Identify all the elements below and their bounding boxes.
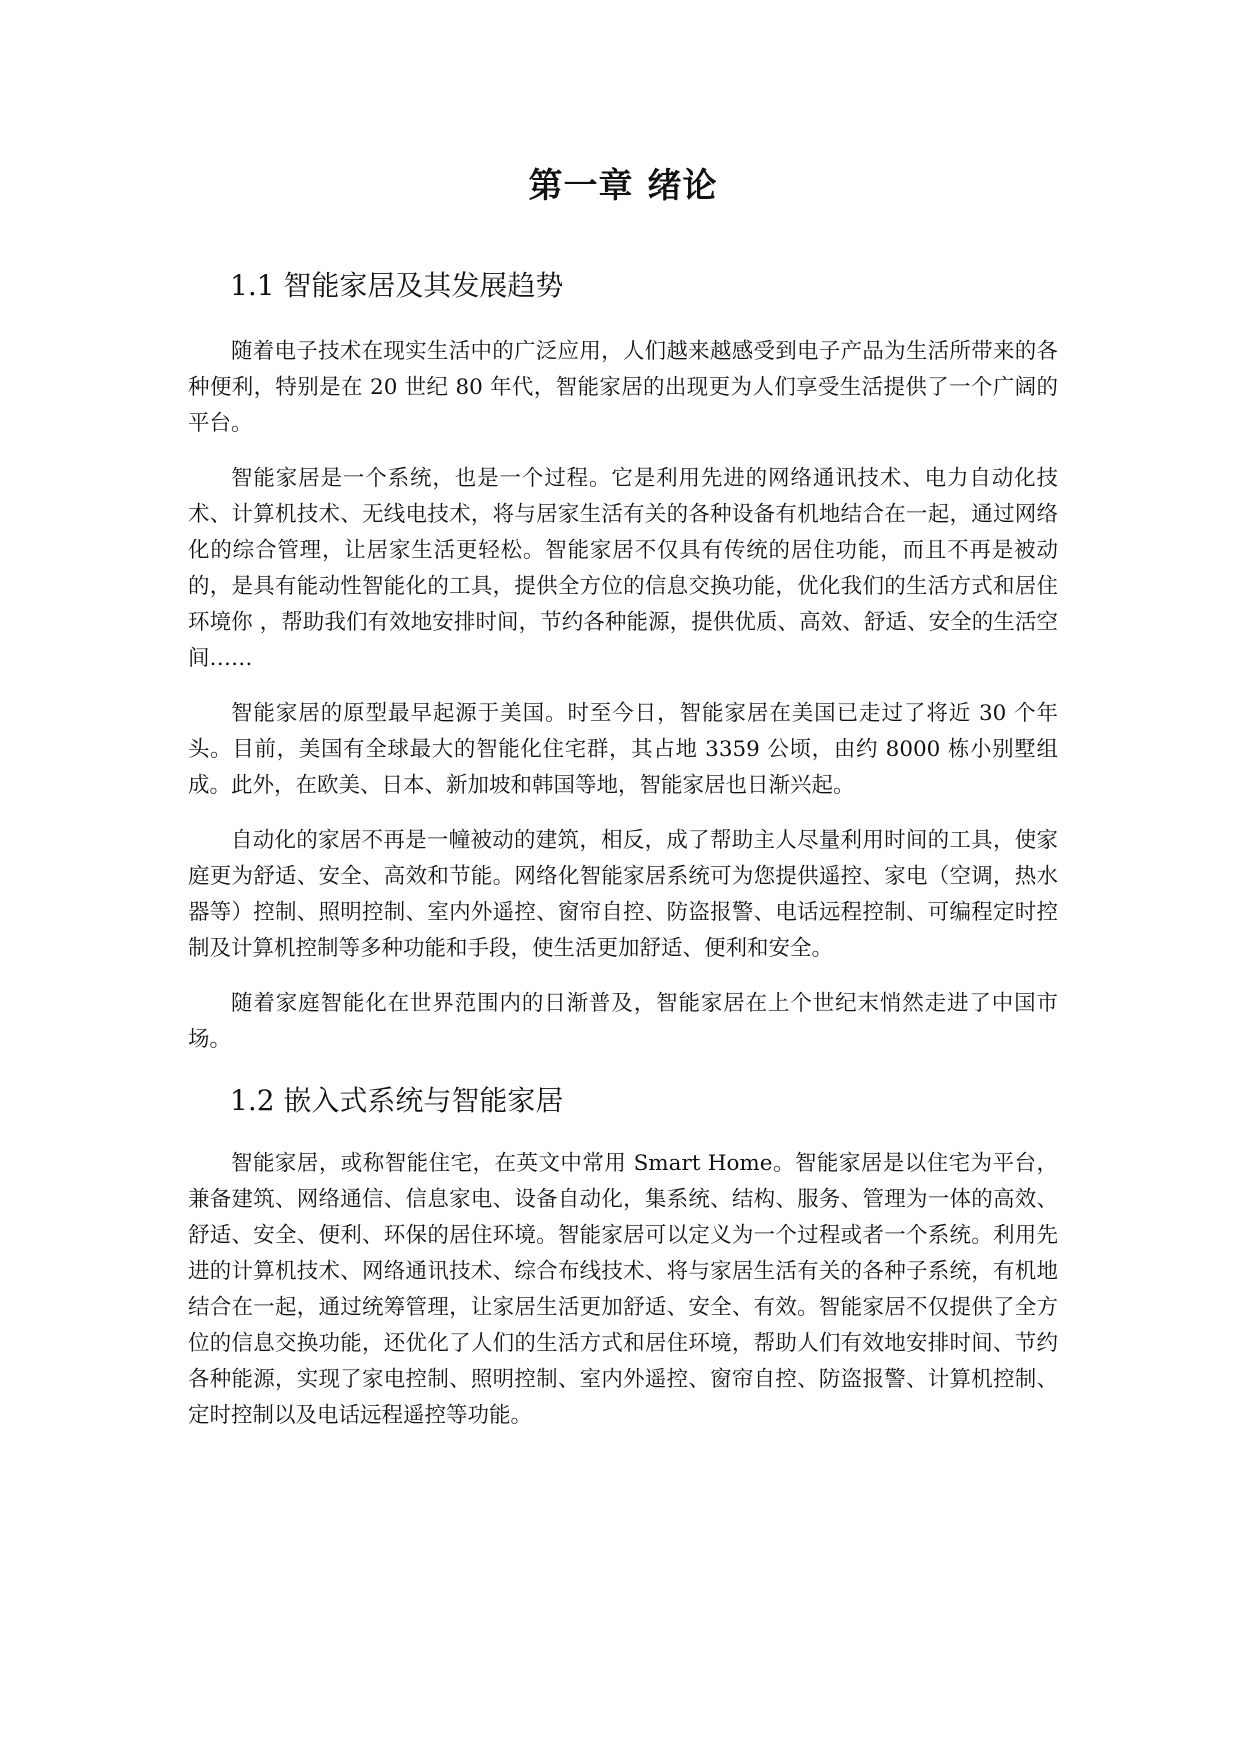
section-heading-1-1: 1.1 智能家居及其发展趋势 [230, 269, 564, 302]
page-content [188, 160, 1058, 1434]
paragraph-1-1-3: 智能家居的原型最早起源于美国。时至今日，智能家居在美国已走过了将近 30 个年头。目前，美国有全球最大的智能化住宅群，其占地 3359 公顷，由约 8000 栋小别墅组成。此外，在欧美、日本、新加坡和韩国等地，智能家居也日渐兴起。 [188, 701, 1058, 798]
chapter-title [188, 160, 1058, 212]
paragraph-1-1-1: 随着电子技术在现实生活中的广泛应用，人们越来越感受到电子产品为生活所带来的各种便利，特别是在 20 世纪 80 年代，智能家居的出现更为人们享受生活提供了一个广阔的平台。 [188, 339, 1058, 436]
section-heading-1-2: 1.2 嵌入式系统与智能家居 [230, 1084, 564, 1117]
chapter-name: 绪论 [647, 166, 718, 206]
paragraph-1-1-5: 随着家庭智能化在世界范围内的日渐普及，智能家居在上个世纪末悄然走进了中国市场。 [188, 991, 1058, 1052]
paragraph-1-1-4: 自动化的家居不再是一幢被动的建筑，相反，成了帮助主人尽量利用时间的工具，使家庭更为舒适、安全、高效和节能。网络化智能家居系统可为您提供遥控、家电（空调，热水器等）控制、照明控制、室内外遥控、窗帘自控、防盗报警、电话远程控制、可编程定时控制及计算机控制等多种功能和手段，使生活更加舒适、便利和安全。 [188, 828, 1058, 961]
paragraph-1-2-1: 智能家居，或称智能住宅，在英文中常用 Smart Home。智能家居是以住宅为平台，兼备建筑、网络通信、信息家电、设备自动化，集系统、结构、服务、管理为一体的高效、舒适、安全、便利、环保的居住环境。智能家居可以定义为一个过程或者一个系统。利用先进的计算机技术、网络通讯技术、综合布线技术、将与家居生活有关的各种子系统，有机地结合在一起，通过统筹管理，让家居生活更加舒适、安全、有效。智能家居不仅提供了全方位的信息交换功能，还优化了人们的生活方式和居住环境，帮助人们有效地安排时间、节约各种能源，实现了家电控制、照明控制、室内外遥控、窗帘自控、防盗报警、计算机控制、定时控制以及电话远程遥控等功能。 [188, 1151, 1058, 1428]
chapter-number: 第一章 [528, 166, 634, 206]
paragraph-1-1-2: 智能家居是一个系统，也是一个过程。它是利用先进的网络通讯技术、电力自动化技术、计算机技术、无线电技术，将与居家生活有关的各种设备有机地结合在一起，通过网络化的综合管理，让居家生活更轻松。智能家居不仅具有传统的居住功能，而且不再是被动的，是具有能动性智能化的工具，提供全方位的信息交换功能，优化我们的生活方式和居住环境你 ，帮助我们有效地安排时间，节约各种能源，提供优质、高效、舒适、安全的生活空间…… [188, 466, 1058, 671]
